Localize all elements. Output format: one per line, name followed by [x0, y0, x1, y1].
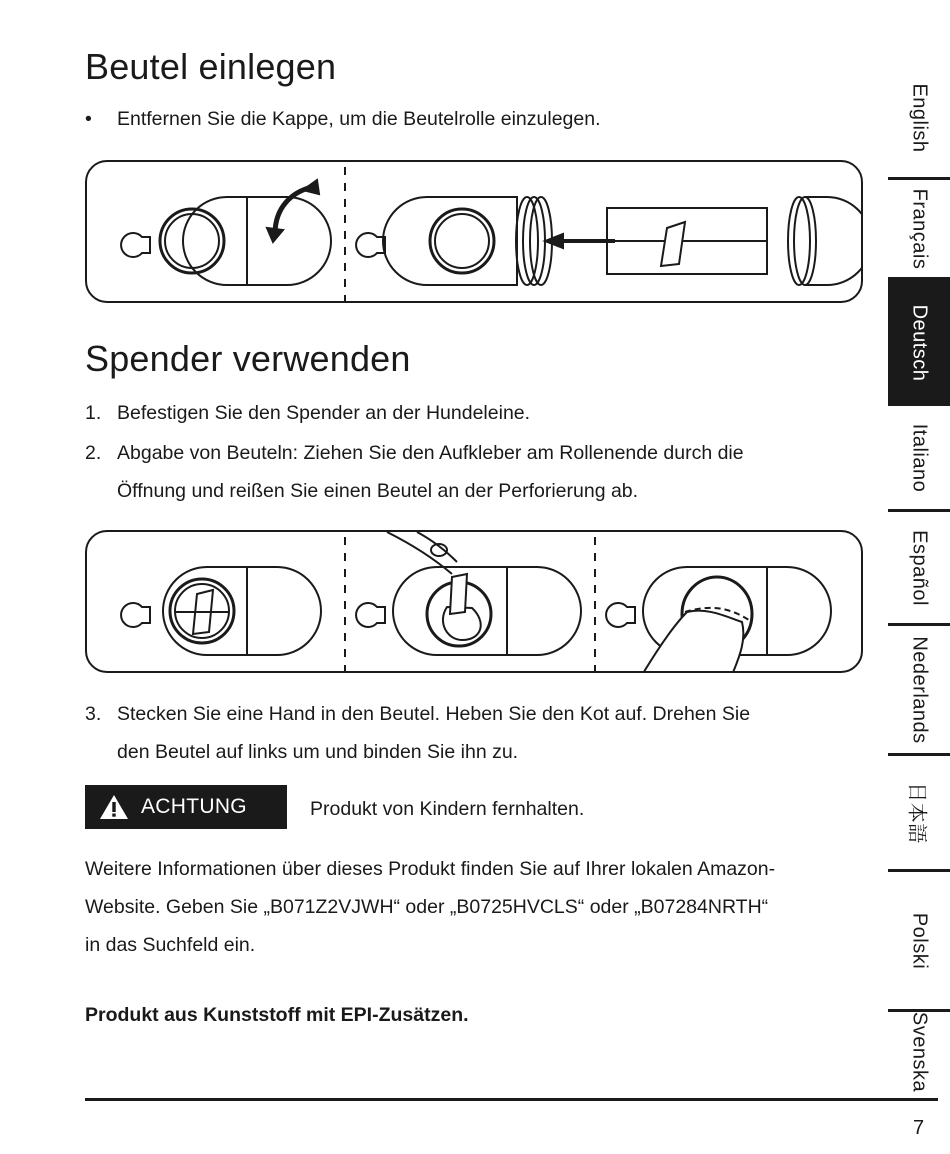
bullet-text: Entfernen Sie die Kappe, um die Beutelrolle einzulegen. [117, 108, 601, 130]
bullet-remove-cap: • Entfernen Sie die Kappe, um die Beutelrolle einzulegen. [85, 108, 601, 130]
section-title-use-dispenser: Spender verwenden [85, 338, 411, 379]
footer-rule [85, 1098, 938, 1101]
section-title-insert-bags: Beutel einlegen [85, 46, 337, 87]
tab-svenska[interactable] [888, 1012, 950, 1092]
illustration-insert-bags [85, 160, 863, 303]
tab-label: 日本語 [905, 781, 928, 844]
tab-label: Polski [908, 912, 931, 969]
step-2 [85, 434, 744, 510]
page-number: 7 [913, 1117, 925, 1139]
step-text: Abgabe von Beuteln: Ziehen Sie den Aufkleber am Rollenende durch die [117, 442, 744, 464]
warning-badge [85, 785, 287, 829]
tab-label: Français [908, 188, 931, 269]
tab-label: Nederlands [908, 635, 931, 744]
tab-japanese[interactable] [888, 756, 950, 872]
warning-text: Produkt von Kindern fernhalten. [310, 798, 585, 820]
step-number: 2. [85, 442, 102, 464]
tab-label: Svenska [908, 1011, 931, 1093]
tab-label: Español [908, 529, 931, 606]
step-text: Befestigen Sie den Spender an der Hundeleine. [117, 402, 531, 424]
tab-label: Italiano [908, 423, 931, 492]
step-number: 1. [85, 402, 102, 424]
tab-polski[interactable] [888, 872, 950, 1012]
info-line: Weitere Informationen über dieses Produkt finden Sie auf Ihrer lokalen Amazon- [85, 858, 776, 880]
step-1 [85, 394, 530, 432]
tab-espanol[interactable] [888, 512, 950, 626]
info-paragraph [85, 850, 775, 964]
step-text: Stecken Sie eine Hand in den Beutel. Heben Sie den Kot auf. Drehen Sie [117, 703, 751, 725]
info-line: Website. Geben Sie „B071Z2VJWH“ oder „B0725HVCLS“ oder „B07284NRTH“ [85, 896, 769, 918]
step-text-continued: Öffnung und reißen Sie einen Beutel an der Perforierung ab. [117, 480, 639, 502]
tab-nederlands[interactable] [888, 626, 950, 756]
insert-bags-drawing [87, 162, 863, 303]
tab-english[interactable] [888, 58, 950, 180]
warning-triangle-icon [99, 794, 129, 820]
tab-francais[interactable] [888, 180, 950, 280]
use-dispenser-drawing [87, 532, 863, 673]
warning-label: ACHTUNG [141, 795, 247, 818]
step-number: 3. [85, 703, 102, 725]
tab-label: English [908, 82, 931, 153]
info-line: in das Suchfeld ein. [85, 934, 256, 956]
illustration-use-dispenser [85, 530, 863, 673]
step-text-continued: den Beutel auf links um und binden Sie ihn zu. [117, 741, 519, 763]
tab-label: Deutsch [908, 304, 931, 382]
tab-deutsch[interactable] [888, 280, 950, 406]
tab-italiano[interactable] [888, 406, 950, 512]
step-3 [85, 695, 750, 771]
material-note: Produkt aus Kunststoff mit EPI-Zusätzen. [85, 1004, 469, 1026]
